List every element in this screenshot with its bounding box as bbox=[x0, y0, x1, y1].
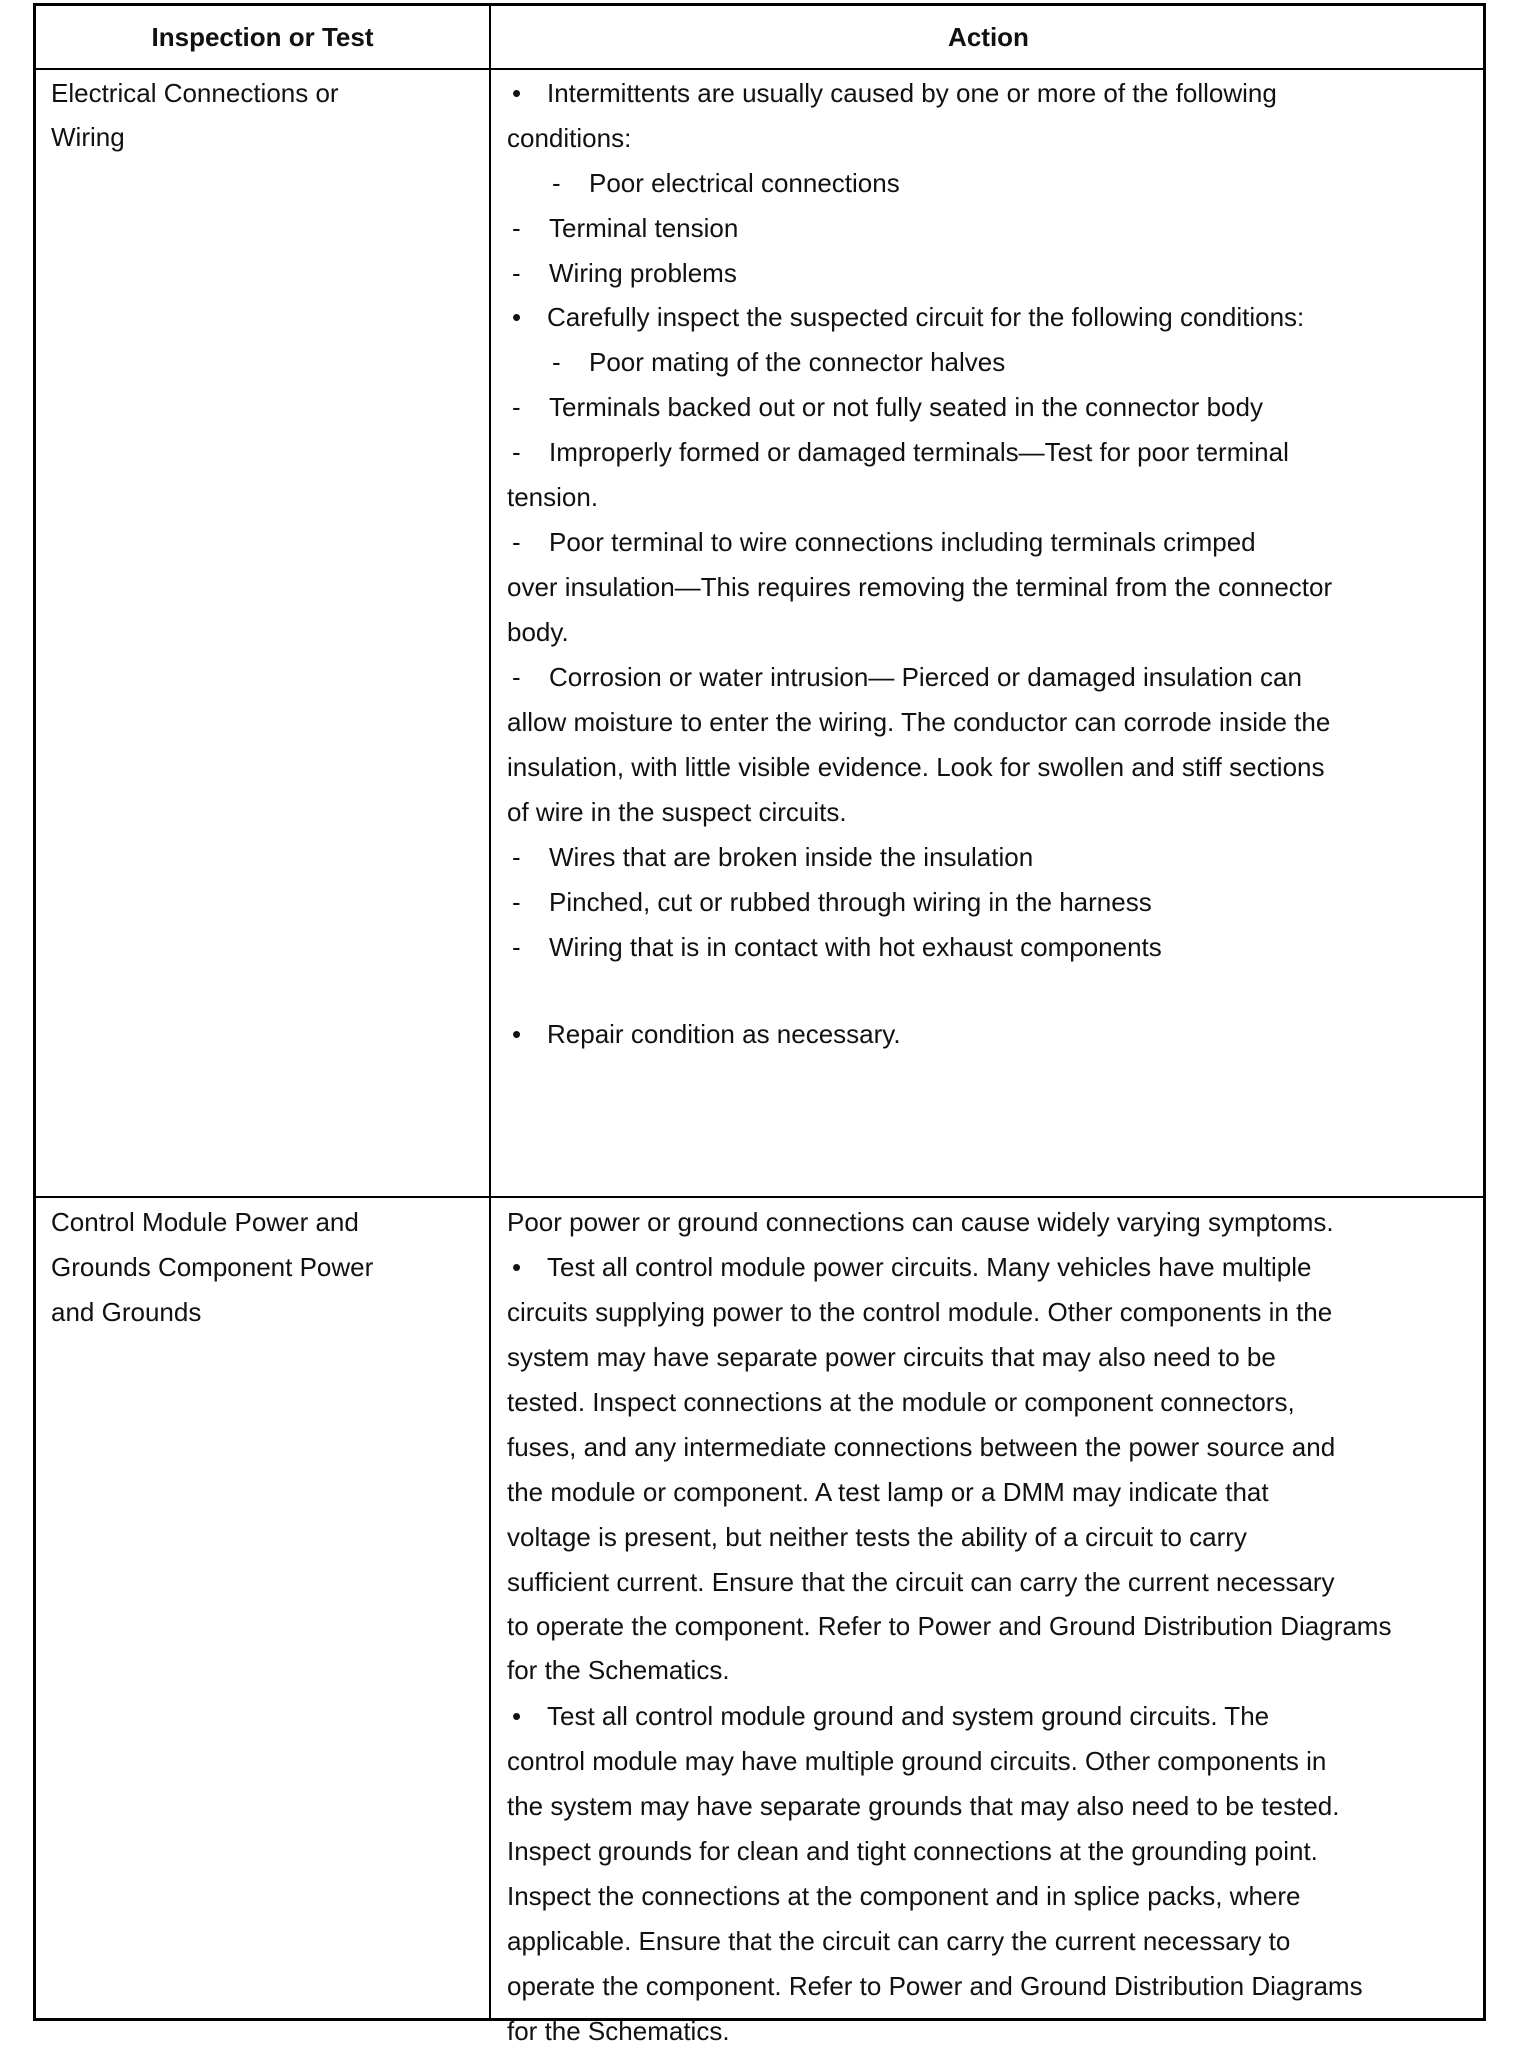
action-line: Wiring problems bbox=[549, 258, 737, 288]
action-line: Wiring that is in contact with hot exhaust components bbox=[549, 932, 1162, 962]
dash-marker: - bbox=[512, 213, 521, 243]
action-line: tension. bbox=[507, 482, 599, 512]
dash-marker: - bbox=[512, 932, 521, 962]
action-line: Poor power or ground connections can cause widely varying symptoms. bbox=[507, 1207, 1334, 1237]
action-line: Inspect grounds for clean and tight connections at the grounding point. bbox=[507, 1836, 1318, 1866]
column-header-action: Action bbox=[948, 22, 1029, 52]
action-line: voltage is present, but neither tests the ability of a circuit to carry bbox=[507, 1522, 1247, 1552]
action-line: Test all control module ground and system ground circuits. The bbox=[547, 1701, 1270, 1731]
inspection-line: Electrical Connections or bbox=[51, 78, 339, 108]
action-line: Test all control module power circuits. Many vehicles have multiple bbox=[547, 1252, 1312, 1282]
action-line: the system may have separate grounds that may also need to be tested. bbox=[507, 1791, 1340, 1821]
action-line: insulation, with little visible evidence. Look for swollen and stiff sections bbox=[507, 752, 1325, 782]
action-line: Repair condition as necessary. bbox=[547, 1019, 901, 1049]
action-line: over insulation—This requires removing the terminal from the connector bbox=[507, 572, 1333, 602]
action-line: Terminals backed out or not fully seated in the connector body bbox=[549, 392, 1263, 422]
column-header-inspection: Inspection or Test bbox=[151, 22, 374, 52]
action-line: Inspect the connections at the component and in splice packs, where bbox=[507, 1881, 1301, 1911]
bullet-marker: • bbox=[512, 78, 522, 108]
bullet-marker: • bbox=[512, 1019, 522, 1049]
action-line: allow moisture to enter the wiring. The conductor can corrode inside the bbox=[507, 707, 1331, 737]
action-line: sufficient current. Ensure that the circuit can carry the current necessary bbox=[507, 1567, 1335, 1597]
bullet-marker: • bbox=[512, 1252, 522, 1282]
dash-marker: - bbox=[512, 527, 521, 557]
action-line: for the Schematics. bbox=[507, 2016, 730, 2046]
action-line: to operate the component. Refer to Power and Ground Distribution Diagrams bbox=[507, 1611, 1392, 1641]
action-line: Corrosion or water intrusion— Pierced or damaged insulation can bbox=[549, 662, 1302, 692]
dash-marker: - bbox=[512, 662, 521, 692]
inspection-line: Grounds Component Power bbox=[51, 1252, 374, 1282]
inspection-line: and Grounds bbox=[51, 1297, 202, 1327]
action-line: Intermittents are usually caused by one or more of the following bbox=[547, 78, 1277, 108]
action-line: for the Schematics. bbox=[507, 1655, 730, 1685]
action-line: of wire in the suspect circuits. bbox=[507, 797, 847, 827]
inspection-line: Control Module Power and bbox=[51, 1207, 359, 1237]
dash-marker: - bbox=[552, 168, 561, 198]
inspection-line: Wiring bbox=[51, 122, 125, 152]
action-line: body. bbox=[507, 617, 569, 647]
inspection-table bbox=[33, 3, 1486, 2046]
action-line: Wires that are broken inside the insulation bbox=[549, 842, 1034, 872]
action-line: fuses, and any intermediate connections between the power source and bbox=[507, 1432, 1336, 1462]
action-line: tested. Inspect connections at the module or component connectors, bbox=[507, 1387, 1295, 1417]
row-divider bbox=[36, 1196, 1483, 1198]
action-line: Pinched, cut or rubbed through wiring in the harness bbox=[549, 887, 1152, 917]
action-line: circuits supplying power to the control module. Other components in the bbox=[507, 1297, 1333, 1327]
dash-marker: - bbox=[512, 392, 521, 422]
dash-marker: - bbox=[512, 842, 521, 872]
column-divider bbox=[489, 6, 491, 2018]
action-line: applicable. Ensure that the circuit can carry the current necessary to bbox=[507, 1926, 1291, 1956]
dash-marker: - bbox=[512, 258, 521, 288]
action-line: control module may have multiple ground circuits. Other components in bbox=[507, 1746, 1327, 1776]
action-line: Improperly formed or damaged terminals—Test for poor terminal bbox=[549, 437, 1289, 467]
action-line: system may have separate power circuits that may also need to be bbox=[507, 1342, 1276, 1372]
action-line: conditions: bbox=[507, 123, 632, 153]
action-line: Carefully inspect the suspected circuit for the following conditions: bbox=[547, 302, 1305, 332]
dash-marker: - bbox=[512, 887, 521, 917]
action-line: Poor terminal to wire connections including terminals crimped bbox=[549, 527, 1256, 557]
action-line: Terminal tension bbox=[549, 213, 739, 243]
bullet-marker: • bbox=[512, 302, 522, 332]
dash-marker: - bbox=[512, 437, 521, 467]
bullet-marker: • bbox=[512, 1701, 522, 1731]
action-line: the module or component. A test lamp or a DMM may indicate that bbox=[507, 1477, 1269, 1507]
header-divider bbox=[36, 68, 1483, 70]
action-line: Poor mating of the connector halves bbox=[589, 347, 1006, 377]
dash-marker: - bbox=[552, 347, 561, 377]
action-line: Poor electrical connections bbox=[589, 168, 900, 198]
action-line: operate the component. Refer to Power and Ground Distribution Diagrams bbox=[507, 1971, 1363, 2001]
